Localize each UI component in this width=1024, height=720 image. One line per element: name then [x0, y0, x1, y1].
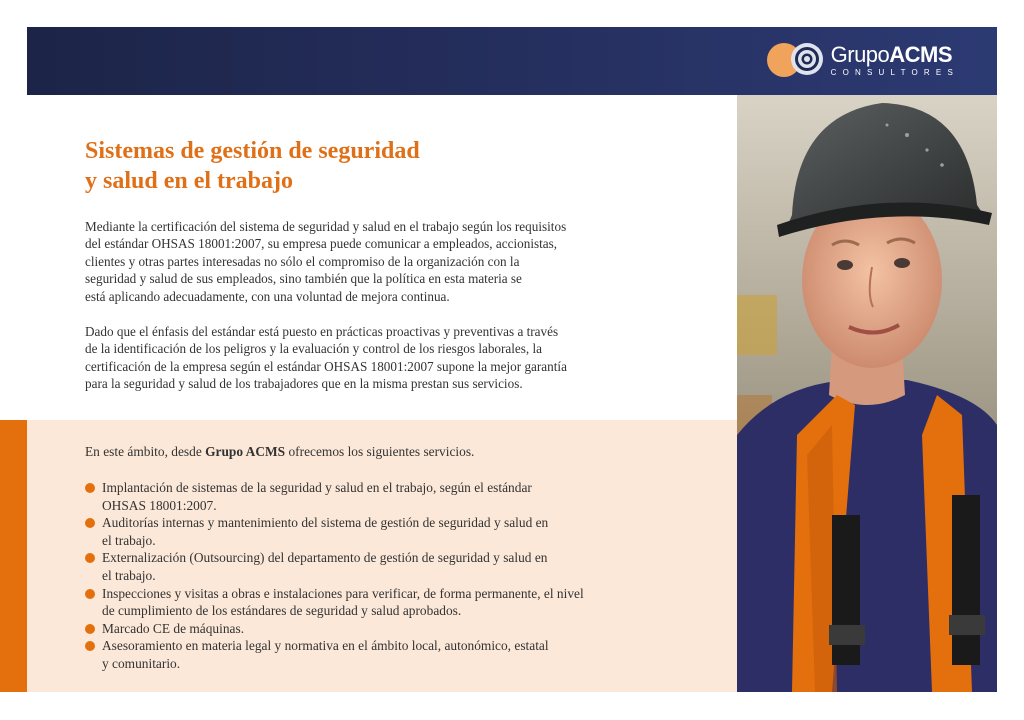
accent-bar — [0, 420, 27, 692]
standard-paragraph — [85, 323, 705, 393]
paragraph-line: clientes y otras partes interesadas no sólo el compromiso de la organización con la — [85, 253, 520, 269]
logo-wordmark: GrupoACMS — [830, 41, 953, 67]
bullet-icon — [85, 589, 95, 599]
services-intro: En este ámbito, desde Grupo ACMS ofrecemos los siguientes servicios. — [85, 444, 475, 459]
list-item: Externalización (Outsourcing) del departamento de gestión de seguridad y salud en el trabajo. — [85, 549, 725, 584]
logo-mark-icon — [767, 40, 829, 80]
worker-illustration — [737, 95, 997, 692]
logo-ring-icon — [789, 41, 825, 77]
intro-paragraph — [85, 218, 705, 305]
bullet-icon — [85, 553, 95, 563]
page-title — [85, 136, 685, 196]
paragraph-line: certificación de la empresa según el estándar OHSAS 18001:2007 supone la mejor garantía — [85, 358, 567, 374]
paragraph-line: del estándar OHSAS 18001:2007, su empresa puede comunicar a empleados, accionistas, — [85, 236, 558, 252]
bullet-icon — [85, 483, 95, 493]
services-list — [85, 479, 725, 673]
paragraph-line: está aplicando adecuadamente, con una voluntad de mejora continua. — [85, 288, 450, 304]
header-banner — [27, 27, 997, 95]
list-item: Implantación de sistemas de la seguridad y salud en el trabajo, según el estándar OHSAS 18001:2007. — [85, 479, 725, 514]
list-item: Inspecciones y visitas a obras e instalaciones para verificar, de forma permanente, el nivel de cumplimiento de los estándares de seguridad y salud aprobados. — [85, 585, 725, 620]
title-line-2: y salud en el trabajo — [85, 168, 294, 194]
bullet-icon — [85, 641, 95, 651]
paragraph-line: Mediante la certificación del sistema de seguridad y salud en el trabajo según los requisitos — [85, 219, 567, 234]
title-line-1: Sistemas de gestión de seguridad — [85, 138, 420, 164]
list-item: Asesoramiento en materia legal y normativa en el ámbito local, autonómico, estatal y comunitario. — [85, 637, 725, 672]
list-item: Marcado CE de máquinas. — [85, 620, 725, 638]
paragraph-line: Dado que el énfasis del estándar está puesto en prácticas proactivas y preventivas a través — [85, 324, 559, 339]
paragraph-line: para la seguridad y salud de los trabajadores que en la misma prestan sus servicios. — [85, 376, 523, 392]
logo-tagline: CONSULTORES — [830, 67, 959, 77]
grupo-acms-logo — [767, 40, 959, 80]
paragraph-line: de la identificación de los peligros y la evaluación y control de los riesgos laborales, la — [85, 341, 543, 357]
bullet-icon — [85, 624, 95, 634]
paragraph-line: seguridad y salud de sus empleados, sino también que la política en esta materia se — [85, 271, 522, 287]
list-item: Auditorías internas y mantenimiento del sistema de gestión de seguridad y salud en el trabajo. — [85, 514, 725, 549]
worker-photo — [737, 95, 997, 692]
brand-name: Grupo ACMS — [205, 444, 286, 459]
bullet-icon — [85, 518, 95, 528]
